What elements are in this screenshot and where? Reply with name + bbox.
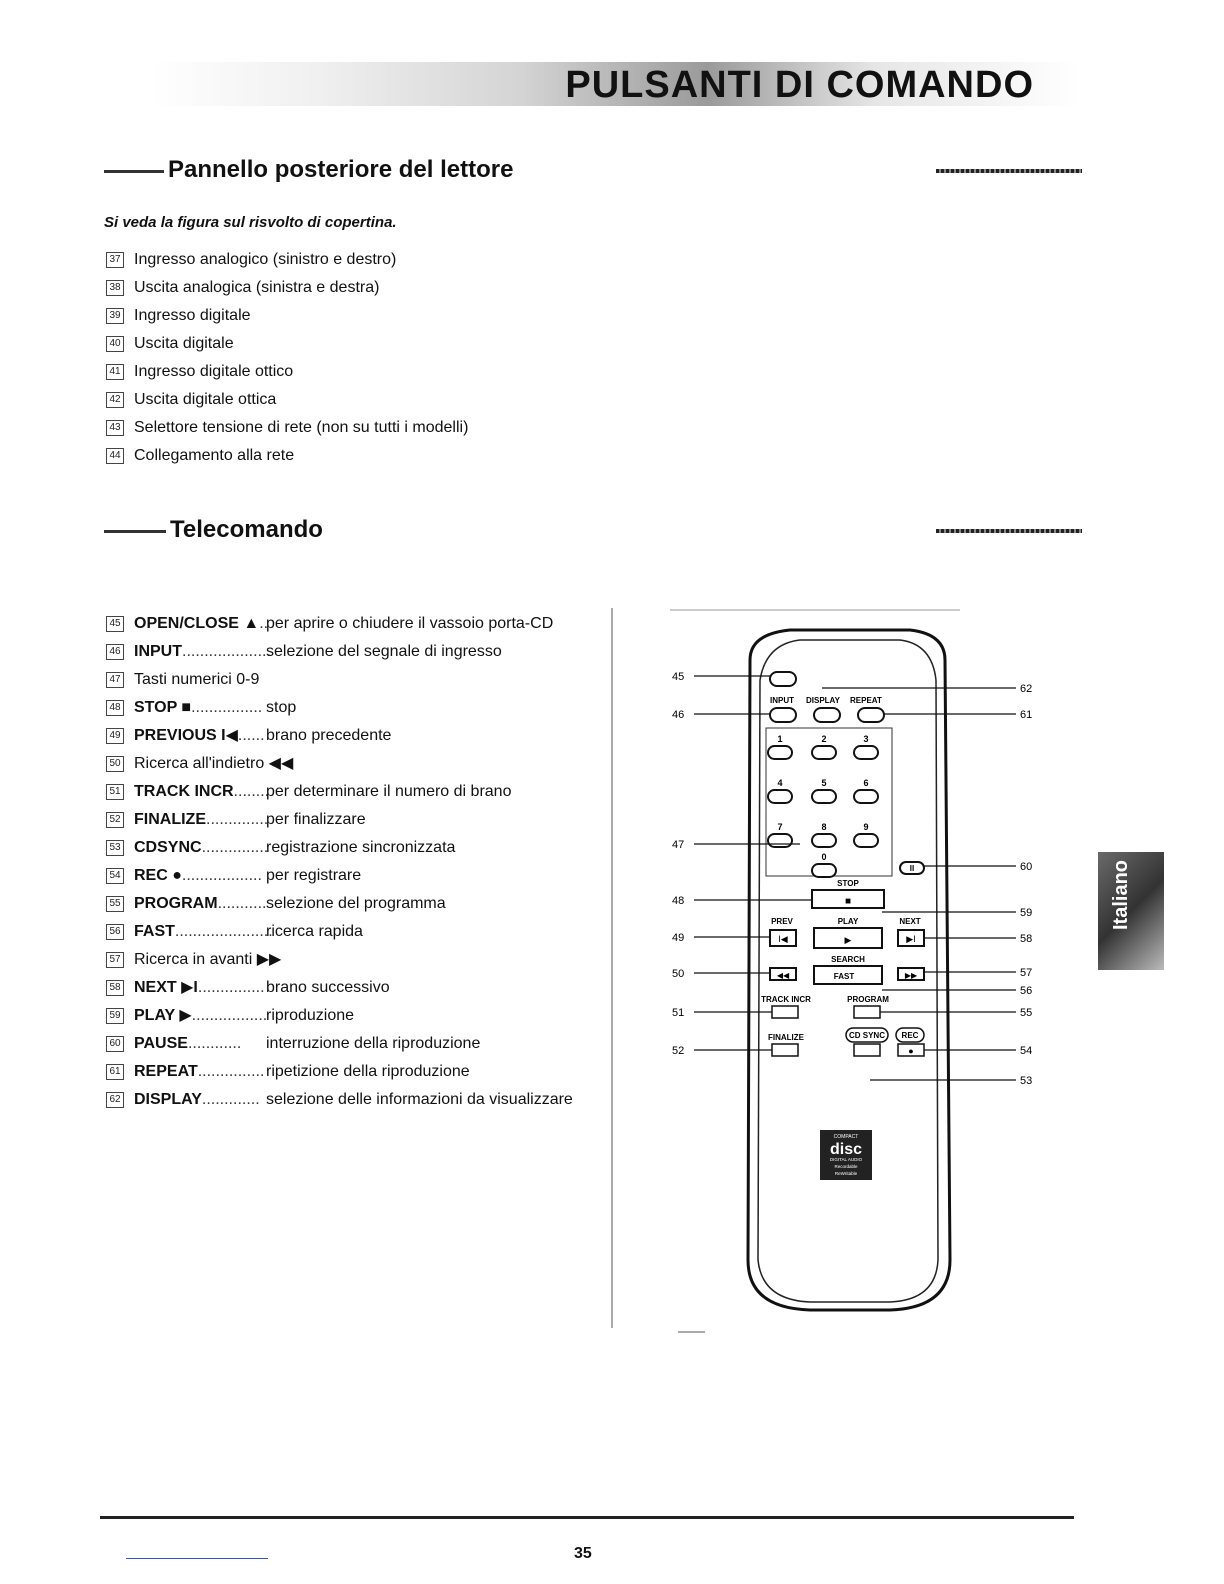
section-rule-left bbox=[104, 170, 164, 173]
list-item: 38 Uscita analogica (sinistra e destra) bbox=[106, 274, 468, 302]
key-label: 9 bbox=[863, 822, 869, 832]
callout-label: 54 bbox=[1020, 1045, 1033, 1057]
rec-icon: ● bbox=[908, 1046, 914, 1056]
callout-label: 47 bbox=[672, 839, 685, 851]
list-item: 60 PAUSE ............ interruzione della riproduzione bbox=[106, 1030, 573, 1058]
list-item: 58 NEXT ▶I ............... brano successivo bbox=[106, 974, 573, 1002]
remote-control-illustration bbox=[600, 600, 1090, 1340]
play-icon: ▶ bbox=[844, 935, 852, 945]
finalize-label: FINALIZE bbox=[768, 1033, 804, 1042]
prev-icon: I◀ bbox=[778, 934, 788, 944]
callout-label: 59 bbox=[1020, 907, 1033, 919]
list-item: 48 STOP ■ ................ stop bbox=[106, 694, 573, 722]
key-0-button[interactable] bbox=[812, 864, 836, 877]
list-item: 55 PROGRAM ........... selezione del programma bbox=[106, 890, 573, 918]
rewind-icon: ◀◀ bbox=[776, 971, 790, 980]
cd-sync-button[interactable] bbox=[854, 1044, 880, 1056]
callout-label: 53 bbox=[1020, 1075, 1033, 1087]
key-5-button[interactable] bbox=[812, 790, 836, 803]
logo-text: DIGITAL AUDIO bbox=[829, 1157, 863, 1162]
list-item: 39 Ingresso digitale bbox=[106, 302, 468, 330]
section-title-rear: Pannello posteriore del lettore bbox=[168, 156, 514, 183]
program-label: PROGRAM bbox=[847, 995, 889, 1004]
display-label: DISPLAY bbox=[806, 696, 840, 705]
display-button[interactable] bbox=[814, 708, 840, 722]
prev-label: PREV bbox=[771, 917, 793, 926]
language-tab-label: Italiano bbox=[1110, 859, 1132, 930]
pause-icon: II bbox=[909, 864, 915, 873]
stop-label: STOP bbox=[837, 879, 859, 888]
next-label: NEXT bbox=[899, 917, 921, 926]
list-item: 52 FINALIZE .............. per finalizzare bbox=[106, 806, 573, 834]
list-item: 47 Tasti numerici 0-9 bbox=[106, 666, 573, 694]
section-title-remote: Telecomando bbox=[170, 516, 323, 543]
remote-button-list bbox=[106, 610, 573, 1114]
rec-label: REC bbox=[901, 1031, 919, 1040]
callout-label: 49 bbox=[672, 932, 685, 944]
key-9-button[interactable] bbox=[854, 834, 878, 847]
key-label: 8 bbox=[821, 822, 827, 832]
key-label: 4 bbox=[777, 778, 783, 788]
key-label: 5 bbox=[821, 778, 827, 788]
finalize-button[interactable] bbox=[772, 1044, 798, 1056]
key-7-button[interactable] bbox=[768, 834, 792, 847]
list-item: 40 Uscita digitale bbox=[106, 330, 468, 358]
input-label: INPUT bbox=[770, 696, 794, 705]
open-close-button[interactable] bbox=[770, 672, 796, 686]
key-label: 6 bbox=[863, 778, 869, 788]
key-6-button[interactable] bbox=[854, 790, 878, 803]
footer-link-line bbox=[126, 1558, 268, 1559]
list-item: 56 FAST ...................... ricerca rapida bbox=[106, 918, 573, 946]
key-2-button[interactable] bbox=[812, 746, 836, 759]
fast-label: FAST bbox=[833, 972, 855, 981]
callout-label: 45 bbox=[672, 671, 685, 683]
key-4-button[interactable] bbox=[768, 790, 792, 803]
key-label: 1 bbox=[777, 734, 783, 744]
callout-label: 52 bbox=[672, 1045, 685, 1057]
repeat-button[interactable] bbox=[858, 708, 884, 722]
footer-rule bbox=[100, 1516, 1074, 1519]
section-rule-right bbox=[936, 169, 1082, 173]
callout-label: 46 bbox=[672, 709, 685, 721]
key-label: 2 bbox=[821, 734, 827, 744]
rear-panel-list bbox=[106, 246, 468, 470]
callout-label: 57 bbox=[1020, 967, 1033, 979]
list-item: 50 Ricerca all'indietro ◀◀ bbox=[106, 750, 573, 778]
list-item: 54 REC ● .................. per registrare bbox=[106, 862, 573, 890]
key-3-button[interactable] bbox=[854, 746, 878, 759]
play-label: PLAY bbox=[837, 917, 859, 926]
list-item: 57 Ricerca in avanti ▶▶ bbox=[106, 946, 573, 974]
list-item: 37 Ingresso analogico (sinistro e destro) bbox=[106, 246, 468, 274]
input-button[interactable] bbox=[770, 708, 796, 722]
list-item: 42 Uscita digitale ottica bbox=[106, 386, 468, 414]
page-number: 35 bbox=[574, 1545, 592, 1562]
callout-label: 56 bbox=[1020, 985, 1033, 997]
callout-label: 62 bbox=[1020, 683, 1033, 695]
forward-icon: ▶▶ bbox=[904, 971, 918, 980]
list-item: 41 Ingresso digitale ottico bbox=[106, 358, 468, 386]
rear-intro: Si veda la figura sul risvolto di copertina. bbox=[104, 214, 397, 231]
key-label: 7 bbox=[777, 822, 783, 832]
logo-text: disc bbox=[829, 1141, 863, 1158]
program-button[interactable] bbox=[854, 1006, 880, 1018]
track-incr-label: TRACK INCR bbox=[761, 995, 811, 1004]
key-1-button[interactable] bbox=[768, 746, 792, 759]
list-item: 45 OPEN/CLOSE ▲ .. per aprire o chiudere il vassoio porta-CD bbox=[106, 610, 573, 638]
callout-label: 55 bbox=[1020, 1007, 1033, 1019]
list-item: 62 DISPLAY ............. selezione delle informazioni da visualizzare bbox=[106, 1086, 573, 1114]
key-label: 0 bbox=[821, 852, 827, 862]
search-label: SEARCH bbox=[831, 955, 865, 964]
callout-label: 50 bbox=[672, 968, 685, 980]
track-incr-button[interactable] bbox=[772, 1006, 798, 1018]
logo-text: COMPACT bbox=[833, 1134, 859, 1140]
list-item: 61 REPEAT ............... ripetizione della riproduzione bbox=[106, 1058, 573, 1086]
logo-text: Recordable bbox=[834, 1164, 858, 1169]
section-rule-left bbox=[104, 530, 166, 533]
next-icon: ▶I bbox=[906, 934, 916, 944]
list-item: 51 TRACK INCR ........ per determinare il numero di brano bbox=[106, 778, 573, 806]
key-8-button[interactable] bbox=[812, 834, 836, 847]
key-label: 3 bbox=[863, 734, 869, 744]
repeat-label: REPEAT bbox=[850, 696, 882, 705]
list-item: 59 PLAY ▶ ................. riproduzione bbox=[106, 1002, 573, 1030]
section-rule-right bbox=[936, 529, 1082, 533]
callout-label: 58 bbox=[1020, 933, 1033, 945]
list-item: 46 INPUT .................... selezione del segnale di ingresso bbox=[106, 638, 573, 666]
callout-label: 51 bbox=[672, 1007, 685, 1019]
callout-label: 60 bbox=[1020, 861, 1033, 873]
list-item: 49 PREVIOUS I◀ ...... brano precedente bbox=[106, 722, 573, 750]
callout-label: 48 bbox=[672, 895, 685, 907]
list-item: 53 CDSYNC ............... registrazione sincronizzata bbox=[106, 834, 573, 862]
list-item: 44 Collegamento alla rete bbox=[106, 442, 468, 470]
logo-text: ReWritable bbox=[834, 1171, 858, 1176]
page-title: PULSANTI DI COMANDO bbox=[565, 64, 1034, 106]
cd-sync-label: CD SYNC bbox=[848, 1031, 886, 1040]
list-item: 43 Selettore tensione di rete (non su tutti i modelli) bbox=[106, 414, 468, 442]
callout-label: 61 bbox=[1020, 709, 1033, 721]
stop-icon: ■ bbox=[844, 896, 852, 907]
